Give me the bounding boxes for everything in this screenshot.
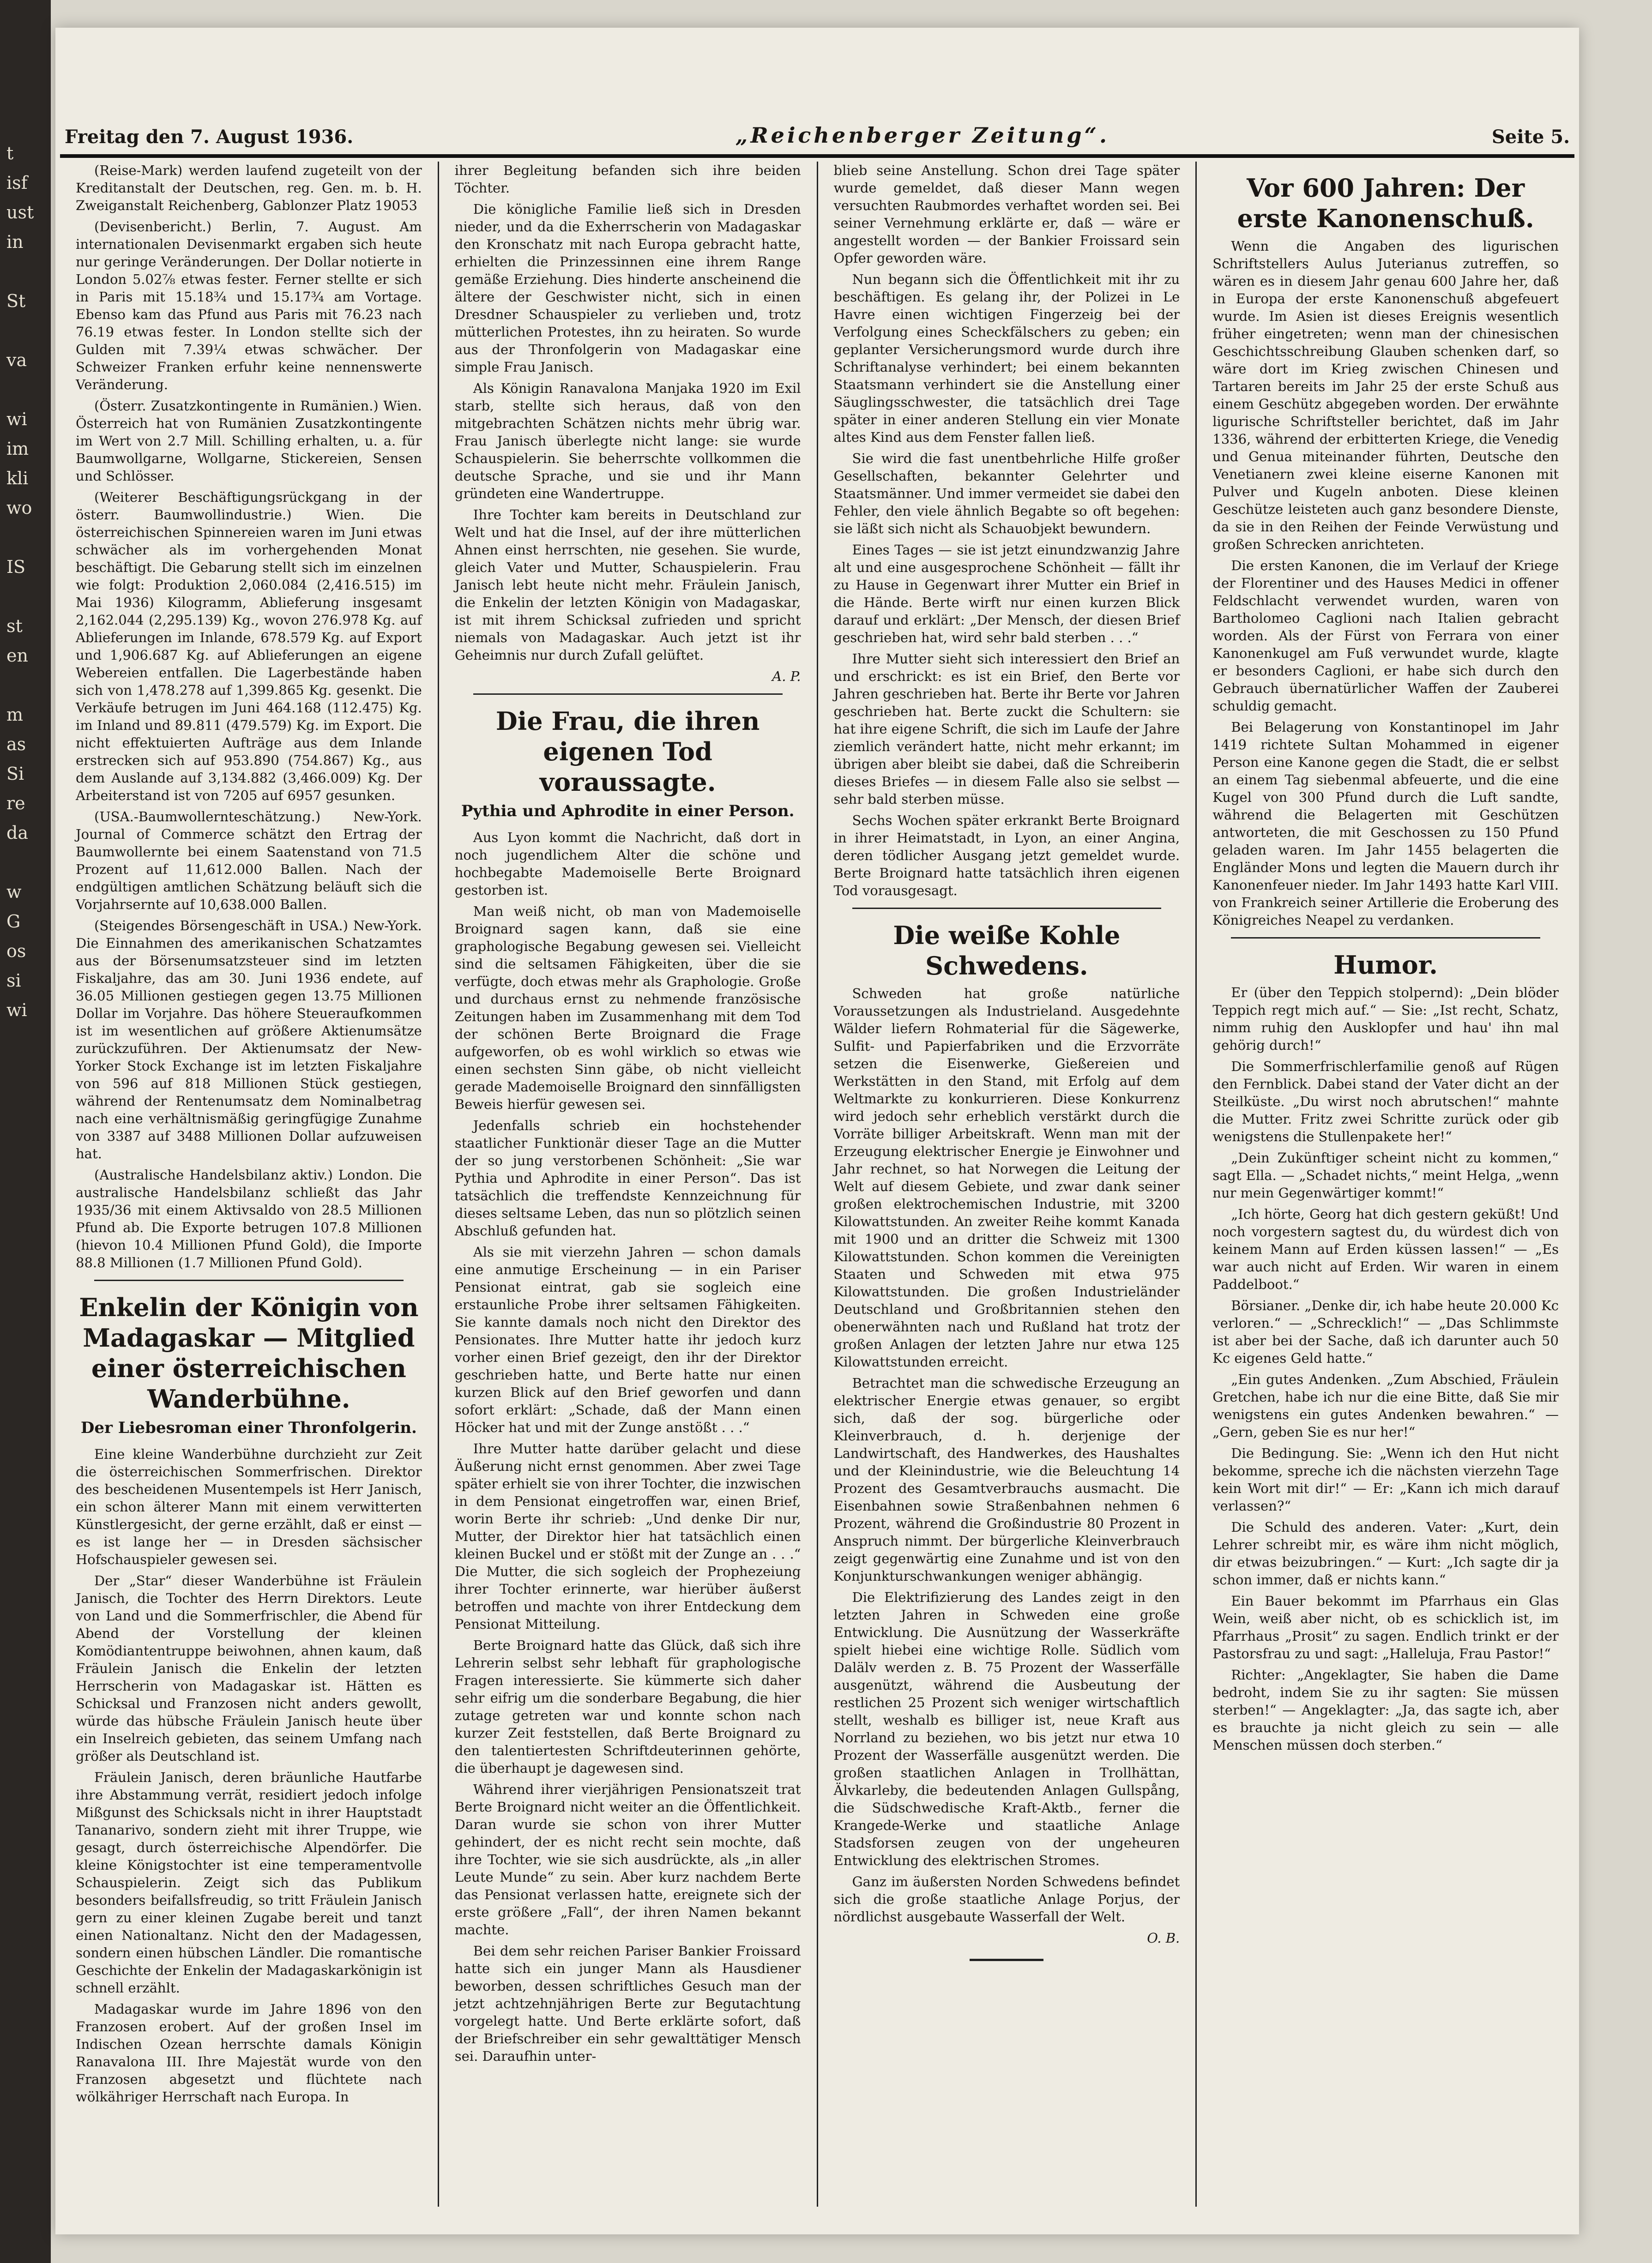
divider	[1231, 937, 1540, 939]
article-paragraph: Eines Tages — sie ist jetzt einundzwanzig Jahre alt und eine ausgesprochene Schönheit — fällt ihr zu Hause in Gegenwart ihrer Mutter ein Brief in die Hände. Berte wirft nur einen kurzen Blick darauf und erklärt: „Der Mensch, der diesen Brief geschrieben hat, wird sehr bald sterben . . .“	[833, 542, 1180, 645]
zusatzkontingente: (Österr. Zusatzkontingente in Rumänien.) Wien. Österreich hat von Rumänien Zusatzkontingente im Wert von 2.7 Mill. Schilling erhalten, u. a. für Baumwollgarne, Wollgarne, Stickereien, Sensen und Schlösser.	[76, 398, 422, 484]
humor-item: „Ich hörte, Georg hat dich gestern geküßt! Und noch vorgestern sagtest du, du würdest dich von keinem Mann auf Erden küssen lassen!“ — „Es war auch nicht auf Erden. Wir waren in einem Paddelboot.“	[1212, 1206, 1559, 1292]
article-paragraph: Nun begann sich die Öffentlichkeit mit ihr zu beschäftigen. Es gelang ihr, der Polizei in Le Havre einen wichtigen Fingerzeig bei der Verfolgung eines Scheckfälschers zu geben; ein geplanter Versicherungsmord wurde durch ihre Schriftanalyse verhindert; bei einem bekannten Staatsmann verhindert sie die Anstellung einer Säuglingsschwester, die tatsächlich drei Tage später in einer anderen Stellung ein vier Monate altes Kind aus dem Fenster fallen ließ.	[833, 271, 1180, 445]
article-headline-schweden: Die weiße Kohle Schwedens.	[893, 921, 1121, 981]
newspaper-page	[55, 28, 1579, 2234]
article-paragraph: Während ihrer vierjährigen Pensionatszeit trat Berte Broignard nicht weiter an die Öffentlichkeit. Daran wurde sie schon von ihrer Mutter gehindert, der es nicht recht sein mochte, daß ihre Tochter, wie sie sich ausdrückte, als „in aller Leute Munde“ zu sein. Aber kurz nachdem Berte das Pensionat verlassen hatte, ereignete sich der erste größere „Fall“, der ihren Namen bekannt machte.	[454, 1782, 801, 1938]
article-paragraph: Wenn die Angaben des ligurischen Schriftstellers Aulus Juterianus zutreffen, so wären es in diesem Jahr genau 600 Jahre her, daß in Europa der erste Kanonenschuß abgefeuert wurde. Im Asien ist dieses Ereignis wesentlich früher eingetreten; wenn man der chinesischen Geschichtsschreibung Glauben schenken darf, so wäre dort im Krieg zwischen Chinesen und Tartaren bereits im Jahr 25 der erste Schuß aus einem Geschütz abgegeben worden. Der erwähnte ligurische Schriftsteller berichtet, daß im Jahr 1336, während der erbitterten Kriege, die Venedig und Genua miteinander führten, Deutsche den Venetianern zwei kleine eiserne Kanonen mit Pulver und Kugeln anboten. Diese kleinen Geschütze leisteten auch ganz besondere Dienste, da sie in den Reihen der Feinde Verwüstung und großen Schrecken anrichteten.	[1212, 238, 1559, 552]
article-paragraph: Schweden hat große natürliche Voraussetzungen als Industrieland. Ausgedehnte Wälder liefern Rohmaterial für die Sägewerke, Sulfit- und Papierfabriken und die Erzvorräte setzen die Eisenwerke, Gießereien und Werkstätten in den Stand, mit Erfolg auf dem Weltmarkte zu konkurrieren. Diese Konkurrenz wird jedoch sehr erheblich verstärkt durch die Vorräte billiger Arbeitskraft. Wenn man mit der Erzeugung elektrischer Energie je Einwohner und Jahr rechnet, so hat Norwegen die Leitung der Welt auf diesem Gebiete, und zwar dank seiner großen elektrochemischen Industrie, mit 3200 Kilowattstunden. An zweiter Reihe kommt Kanada mit 1900 und an dritter die Schweiz mit 1300 Kilowattstunden. Schon kommen die Vereinigten Staaten und Schweden mit etwa 975 Kilowattstunden. Die großen Industrieländer Deutschland und Großbritannien stehen den obenerwähnten nach und Rußland hat trotz der großen Anlagen der letzten Jahre nur etwa 125 Kilowattstunden erreicht.	[833, 986, 1180, 1370]
article-paragraph: Als Königin Ranavalona Manjaka 1920 im Exil starb, stellte sich heraus, daß von den mitgebrachten Schätzen nichts mehr übrig war. Frau Janisch überlegte nicht lange: sie wurde Schauspielerin. Sie beherrschte vollkommen die deutsche Sprache, und sie und ihr Mann gründeten eine Wandertruppe.	[454, 380, 801, 501]
humor-item: Die Sommerfrischlerfamilie genoß auf Rügen den Fernblick. Dabei stand der Vater dicht an der Steilküste. „Du wirst noch abrutschen!“ mahnte die Mutter. Fritz zwei Schritte zurück oder gib wenigstens die Stullenpakete her!“	[1212, 1059, 1559, 1144]
divider	[852, 908, 1162, 909]
article-paragraph: Betrachtet man die schwedische Erzeugung an elektrischer Energie etwas genauer, so ergibt sich, daß der sog. bürgerliche oder Kleinverbrauch, d. h. derjenige der Landwirtschaft, des Handwerkes, des Haushaltes und der Kleinindustrie, wie die Beleuchtung 14 Prozent des Gesamtverbrauchs ausmacht. Die Eisenbahnen sowie Straßenbahnen nehmen 6 Prozent, während die Großindustrie 80 Prozent in Anspruch nimmt. Der bürgerliche Kleinverbrauch zeigt gegenwärtig eine Zunahme und ist von den Konjunkturschwankungen weniger abhängig.	[833, 1375, 1180, 1584]
page-header	[60, 106, 1574, 158]
humor-item: Die Schuld des anderen. Vater: „Kurt, dein Lehrer schreibt mir, es wäre ihm nicht möglich, dir etwas beizubringen.“ — Kurt: „Ich sagte dir ja schon immer, daß er nichts kann.“	[1212, 1519, 1559, 1588]
article-paragraph: Die königliche Familie ließ sich in Dresden nieder, und da die Exherrscherin von Madagaskar den Kronschatz mit nach Europa gebracht hatte, erhielten die Prinzessinnen eine ihrem Range gemäße Erziehung. Dies hinderte anscheinend die ältere der Geschwister nicht, sich in einen Dresdner Schauspieler zu verlieben und, trotz mütterlichen Protestes, ihn zu heiraten. So wurde aus der Thronfolgerin von Madagaskar eine simple Frau Janisch.	[454, 201, 801, 375]
article-paragraph: Die Elektrifizierung des Landes zeigt in den letzten Jahren in Schweden eine große Entwicklung. Die Ausnützung der Wasserkräfte spielt hiebei eine wichtige Rolle. Südlich vom Dalälv werden z. B. 75 Prozent der Wasserfälle ausgenützt, während die Ausbeutung der restlichen 25 Prozent sich weniger wirtschaftlich stellt, weshalb es billiger ist, neue Kraft aus Norrland zu beziehen, wo bis jetzt nur etwa 10 Prozent der Wasserfälle ausgenützt werden. Die großen staatlichen Anlagen in Trollhättan, Älvkarleby, die bedeutenden Anlagen Gullspång, die Südschwedische Kraft-Aktb., ferner die Krangede-Werke und staatliche Anlage Stadsforsen zeugen von der ungeheuren Entwicklung des elektrischen Stromes.	[833, 1589, 1180, 1868]
article-paragraph: Als sie mit vierzehn Jahren — schon damals eine anmutige Erscheinung — in ein Pariser Pensionat eintrat, gab sie sogleich eine erstaunliche Probe ihrer seltsamen Fähigkeiten. Sie kannte damals noch nicht den Direktor des Pensionates. Ihre Mutter hatte ihr jedoch kurz vorher einen Brief gezeigt, den ihr der Direktor geschrieben hatte, und Berte hatte nur einen kurzen Blick auf den Brief geworfen und dann sofort erklärt: „Schade, daß der Mann einen Höcker hat und mit der Zunge anstößt . . .“	[454, 1244, 801, 1435]
devisenbericht: (Devisenbericht.) Berlin, 7. August. Am internationalen Devisenmarkt ergaben sich heute nur geringe Veränderungen. Der Dollar notierte in London 5.02⅞ etwas fester. Ferner stellte er sich in Paris mit 15.18¾ und 15.17¾ am Vortage. Ebenso kam das Pfund aus Paris mit 76.23 nach 76.19 etwas fester. In London stellte sich der Gulden mit 7.39¼ etwas schwächer. Der Schweizer Franken erfuhr keine nennenswerte Veränderung.	[76, 219, 422, 392]
divider	[94, 1280, 404, 1281]
column-4	[1197, 162, 1574, 2207]
page-number: Seite 5.	[1491, 126, 1570, 148]
article-paragraph: Ganz im äußersten Norden Schwedens befindet sich die große staatliche Anlage Porjus, der nördlichst ausgebaute Wasserfall der Welt.	[833, 1874, 1180, 1925]
article-paragraph: Sechs Wochen später erkrankt Berte Broignard in ihrer Heimatstadt, in Lyon, an einer Angina, deren tödlicher Ausgang jetzt gemeldet wurde. Berte Broignard hatte tatsächlich ihren eigenen Tod vorausgesagt.	[833, 813, 1180, 898]
adjacent-page-text: t isf ust in St va wi im kli wo IS st en m as Si re da w G os si wi	[6, 143, 34, 1020]
article-paragraph: Man weiß nicht, ob man von Mademoiselle Broignard sagen kann, daß sie eine graphologische Begabung gewesen sei. Vielleicht sind die seltsamen Fähigkeiten, über die sie verfügte, doch etwas mehr als Graphologie. Große und durchaus ernst zu nehmende französische Zeitungen haben im Zusammenhang mit dem Tod der schönen Berte Broignard die Frage aufgeworfen, ob es wohl wirklich so etwas wie einen sechsten Sinn gäbe, ob nicht vielleicht gerade Mademoiselle Broignard den sinnfälligsten Beweis hierfür gewesen sei.	[454, 903, 801, 1112]
columns	[60, 162, 1574, 2207]
boersengeschaeft-usa: (Steigendes Börsengeschäft in USA.) New-York. Die Einnahmen des amerikanischen Schatzamtes aus der Börsenumsatzsteuer sind im letzten Fiskaljahre, das am 30. Juni 1936 endete, auf 36.05 Millionen gestiegen gegen 13.75 Millionen Dollar im Vorjahre. Das höhere Steueraufkommen ist im wesentlichen auf größere Aktienumsätze zurückzuführen. Der Aktienumsatz der New-Yorker Stock Exchange ist im letzten Fiskaljahre von 596 auf 818 Millionen Stück gestiegen, während der Rentenumsatz dem Nominalbetrag nach eine verhältnismäßig geringfügige Zunahme von 3387 auf 3488 Millionen Dollar aufzuweisen hat.	[76, 918, 422, 1162]
article-paragraph: Ihre Tochter kam bereits in Deutschland zur Welt und hat die Insel, auf der ihre mütterlichen Ahnen einst herrschten, nie gesehen. Sie wurde, gleich Vater und Mutter, Schauspielerin. Frau Janisch lebt heute nicht mehr. Fräulein Janisch, die Enkelin der letzten Königin von Madagaskar, ist mit ihrem Schicksal zufrieden und spricht niemals von Madagaskar. Auch jetzt ist ihr Geheimnis nur durch Zufall gelüftet.	[454, 507, 801, 663]
adjacent-page-edge	[0, 0, 51, 2263]
humor-item: „Ein gutes Andenken. „Zum Abschied, Fräulein Gretchen, habe ich nur die eine Bitte, daß Sie mir wenigstens ein gutes Andenken bewahren.“ — „Gern, geben Sie es nur her!“	[1212, 1372, 1559, 1440]
article-paragraph: Der „Star“ dieser Wanderbühne ist Fräulein Janisch, die Tochter des Herrn Direktors. Leute von Land und die Sommerfrischler, die Abend für Abend der Vorstellung der kleinen Komödiantentruppe beiwohnen, ahnen kaum, daß Fräulein Janisch die Enkelin der letzten Herrscherin von Madagaskar ist. Hätten es Schicksal und Franzosen nicht anders gewollt, würde das hübsche Fräulein Janisch heute über ein Inselreich gebieten, das seinem Umfang nach größer als Deutschland ist.	[76, 1573, 422, 1764]
article-paragraph: Madagaskar wurde im Jahre 1896 von den Franzosen erobert. Auf der großen Insel im Indischen Ozean herrschte damals Königin Ranavalona III. Ihre Majestät wurde von den Franzosen abgesetzt und flüchtete nach wölkähriger Herrschaft nach Europa. In	[76, 2001, 422, 2105]
handelsbilanz-australien: (Australische Handelsbilanz aktiv.) London. Die australische Handelsbilanz schließt das Jahr 1935/36 mit einem Aktivsaldo von 28.5 Millionen Pfund ab. Die Exporte betrugen 107.8 Millionen (hievon 10.4 Millionen Pfund Gold), die Importe 88.8 Millionen (1.7 Millionen Pfund Gold).	[76, 1167, 422, 1270]
article-paragraph: blieb seine Anstellung. Schon drei Tage später wurde gemeldet, daß dieser Mann wegen versuchten Raubmordes verhaftet worden sei. Bei seiner Vernehmung erklärte er, daß — wäre er angestellt worden — der Bankier Froissard sein Opfer geworden wäre.	[833, 163, 1180, 266]
column-1	[60, 162, 439, 2207]
humor-item: Er (über den Teppich stolpernd): „Dein blöder Teppich regt mich auf.“ — Sie: „Ist recht, Schatz, nimm ruhig den Ausklopfer und hau' ihn mal gehörig durch!“	[1212, 985, 1559, 1053]
article-paragraph: Ihre Mutter hatte darüber gelacht und diese Äußerung nicht ernst genommen. Aber zwei Tage später erhielt sie von ihrer Tochter, die inzwischen in dem Pensionat eingetroffen war, einen Brief, worin Berte ihr schrieb: „Und denke Dir nur, Mutter, der Direktor hier hat tatsächlich einen kleinen Buckel und er stößt mit der Zunge an . . .“ Die Mutter, die sich sogleich der Prophezeiung ihrer Tochter erinnerte, war hierüber äußerst betroffen und machte von ihrer Entdeckung dem Pensionat Mitteilung.	[454, 1441, 801, 1632]
article-signature: A. P.	[772, 668, 801, 684]
humor-item: Ein Bauer bekommt im Pfarrhaus ein Glas Wein, weiß aber nicht, ob es schicklich ist, im Pfarrhaus „Prosit“ zu sagen. Endlich trinkt er der Pastorsfrau zu und sagt: „Halleluja, Frau Pastor!“	[1212, 1593, 1559, 1661]
masthead: „Reichenberger Zeitung“.	[735, 123, 1110, 148]
humor-item: „Dein Zukünftiger scheint nicht zu kommen,“ sagt Ella. — „Schadet nichts,“ meint Helga, „wenn nur mein Gegenwärtiger kommt!“	[1212, 1150, 1559, 1201]
issue-date: Freitag den 7. August 1936.	[65, 126, 354, 148]
article-paragraph: ihrer Begleitung befanden sich ihre beiden Töchter.	[454, 163, 801, 196]
usa-baumwollernte: (USA.-Baumwollernteschätzung.) New-York. Journal of Commerce schätzt den Ertrag der Baumwollernte bei einem Saatenstand von 71.5 Prozent auf 11,612.000 Ballen. Nach der endgültigen amtlichen Schätzung beläuft sich die Vorjahrsernte auf 10,638.000 Ballen.	[76, 809, 422, 912]
humor-item: Richter: „Angeklagter, Sie haben die Dame bedroht, indem Sie zu ihr sagten: Sie müssen sterben!“ — Angeklagter: „Ja, das sagte ich, aber es brauchte ja nicht gleich zu sein — alle Menschen müssen doch sterben.“	[1212, 1667, 1559, 1753]
article-subhead-madagaskar: Der Liebesroman einer Thronfolgerin.	[80, 1419, 417, 1437]
article-headline-madagaskar: Enkelin der Königin von Madagaskar — Mitglied einer österreichischen Wanderbühne.	[79, 1293, 419, 1414]
column-3	[818, 162, 1197, 2207]
section-heading-humor: Humor.	[1333, 950, 1438, 980]
article-paragraph: Fräulein Janisch, deren bräunliche Hautfarbe ihre Abstammung verrät, residiert jedoch infolge Mißgunst des Schicksals nicht in ihrer Hauptstadt Tananarivo, sondern zieht mit ihrer Truppe, wie gesagt, durch österreichische Alpendörfer. Die kleine Königstochter ist eine temperamentvolle Schauspielerin. Zeigt sich das Publikum besonders beifallsfreudig, so tritt Fräulein Janisch gern zu einer kleinen Zugabe bereit und tanzt einen Nationaltanz. Nicht den der Madagessen, sondern einen hübschen Ländler. Die romantische Geschichte der Enkelin der Madagaskarkönigin ist schnell erzählt.	[76, 1769, 422, 1996]
article-headline-kanonenschuss: Vor 600 Jahren: Der erste Kanonenschuß.	[1237, 173, 1534, 233]
article-signature: O. B.	[1147, 1930, 1180, 1946]
divider	[473, 693, 783, 695]
humor-item: Börsianer. „Denke dir, ich habe heute 20.000 Kc verloren.“ — „Schrecklich!“ — „Das Schlimmste ist aber bei der Sache, daß ich darunter auch 50 Kc eigenes Geld hatte.“	[1212, 1298, 1559, 1366]
humor-item: Die Bedingung. Sie: „Wenn ich den Hut nicht bekomme, spreche ich die nächsten vierzehn Tage kein Wort mit dir!“ — Er: „Kann ich mich darauf verlassen?“	[1212, 1445, 1559, 1514]
article-paragraph: Ihre Mutter sieht sich interessiert den Brief an und erschrickt: es ist ein Brief, den Berte vor Jahren geschrieben hat. Berte ihr Berte vor Jahren geschrieben hat. Berte zuckt die Schultern: sie hat ihre eigene Schrift, die sich im Laufe der Jahre ziemlich verändert hatte, nicht mehr erkannt; im übrigen aber bleibt sie dabei, daß die Schreiberin dieses Briefes — in diesem Falle also sie selbst — sehr bald sterben müsse.	[833, 651, 1180, 807]
baumwollindustrie: (Weiterer Beschäftigungsrückgang in der österr. Baumwollindustrie.) Wien. Die österreichischen Spinnereien waren im Juni etwas schwächer als im vorhergehenden Monat beschäftigt. Die Gebarung stellt sich im einzelnen wie folgt: Produktion 2,060.084 (2,416.515) im Mai 1936) Kilogramm, Ablieferung insgesamt 2,162.044 (2,295.139) Kg., wovon 276.978 Kg. auf Ablieferungen im Inlande, 678.579 Kg. auf Export und 1,906.687 Kg. auf Ablieferungen an eigene Webereien entfallen. Die Lagerbestände haben sich von 1,478.278 auf 1,399.865 Kg. gesenkt. Die Verkäufe betrugen im Juni 464.168 (112.475) Kg. im Inland und 89.811 (479.579) Kg. im Export. Die nicht effektuierten Aufträge aus dem Inlande erstrecken sich auf 953.890 (754.867) Kg., aus dem Auslande auf 3,134.882 (3,466.009) Kg. Der Arbeiterstand ist von 7205 auf 6957 gesunken.	[76, 489, 422, 803]
article-paragraph: Jedenfalls schrieb ein hochstehender staatlicher Funktionär dieser Tage an die Mutter der so jung verstorbenen Schönheit: „Sie war Pythia und Aphrodite in einer Person“. Das ist tatsächlich die treffendste Kennzeichnung für dieses seltsame Leben, das nun so plötzlich seinen Abschluß gefunden hat.	[454, 1118, 801, 1239]
column-2	[439, 162, 818, 2207]
article-paragraph: Eine kleine Wanderbühne durchzieht zur Zeit die österreichischen Sommerfrischen. Direktor des bescheidenen Musentempels ist Herr Janisch, ein schon älterer Mann mit einem verwitterten Künstlergesicht, der gerne erzählt, daß er einst — es ist lange her — in Dresden sächsischer Hofschauspieler gewesen sei.	[76, 1446, 422, 1567]
article-paragraph: Sie wird die fast unentbehrliche Hilfe großer Gesellschaften, bekannter Gelehrter und Staatsmänner. Und immer vermeidet sie dabei den Fehler, den viele ähnlich Begabte so oft begehen: sie läßt sich nicht als Schauobjekt bewundern.	[833, 451, 1180, 536]
article-paragraph: Aus Lyon kommt die Nachricht, daß dort in noch jugendlichem Alter die schöne und hochbegabte Mademoiselle Berte Broignard gestorben ist.	[454, 830, 801, 898]
notice-reisemark: (Reise-Mark) werden laufend zugeteilt von der Kreditanstalt der Deutschen, reg. Gen. m. b. H. Zweiganstalt Reichenberg, Gablonzer Platz 19053	[76, 163, 422, 213]
article-paragraph: Bei dem sehr reichen Pariser Bankier Froissard hatte sich ein junger Mann als Hausdiener beworben, dessen schriftliches Gesuch man der jetzt achtzehnjährigen Berte zur Begutachtung vorgelegt hatte. Und Berte erklärte sofort, daß der Briefschreiber ein sehr gewalttätiger Mensch sei. Daraufhin unter-	[454, 1943, 801, 2064]
article-subhead-tod: Pythia und Aphrodite in einer Person.	[461, 802, 795, 820]
article-paragraph: Berte Broignard hatte das Glück, daß sich ihre Lehrerin selbst sehr lebhaft für graphologische Fragen interessierte. Sie kümmerte sich daher sehr eifrig um die sonderbare Begabung, die hier zutage getreten war und konnte schon nach kurzer Zeit feststellen, daß Berte Broignard zu den talentiertesten Schriftdeuterinnen gehörte, die überhaupt je dagewesen sind.	[454, 1637, 801, 1776]
end-dash	[970, 1959, 1043, 1961]
article-paragraph: Die ersten Kanonen, die im Verlauf der Kriege der Florentiner und des Hauses Medici in offener Feldschlacht verwendet wurden, waren von Bartholomeo Caglioni nach Italien gebracht worden. Als der Fürst von Ferrara von einer Kanonenkugel am Fuß verwundet wurde, klagte er besonders Caglioni, er habe sich durch den Gebrauch übernatürlicher Waffen der Zauberei schuldig gemacht.	[1212, 558, 1559, 714]
article-paragraph: Bei Belagerung von Konstantinopel im Jahr 1419 richtete Sultan Mohammed in eigener Person eine Kanone gegen die Stadt, die er selbst an einem Tag siebenmal abfeuerte, und die eine Kugel von 300 Pfund durch die Luft sandte, während die Belagerten mit Geschützen antworteten, die mit Geschossen zu 150 Pfund geladen waren. Im Jahr 1455 belagerten die Engländer Mons und legten die Mauern durch ihr Kanonenfeuer nieder. Im Jahr 1493 hatte Karl VIII. von Frankreich seiner Artillerie die Eroberung des Königreiches Neapel zu verdanken.	[1212, 719, 1559, 928]
article-headline-tod: Die Frau, die ihren eigenen Tod voraussagte.	[495, 706, 760, 797]
